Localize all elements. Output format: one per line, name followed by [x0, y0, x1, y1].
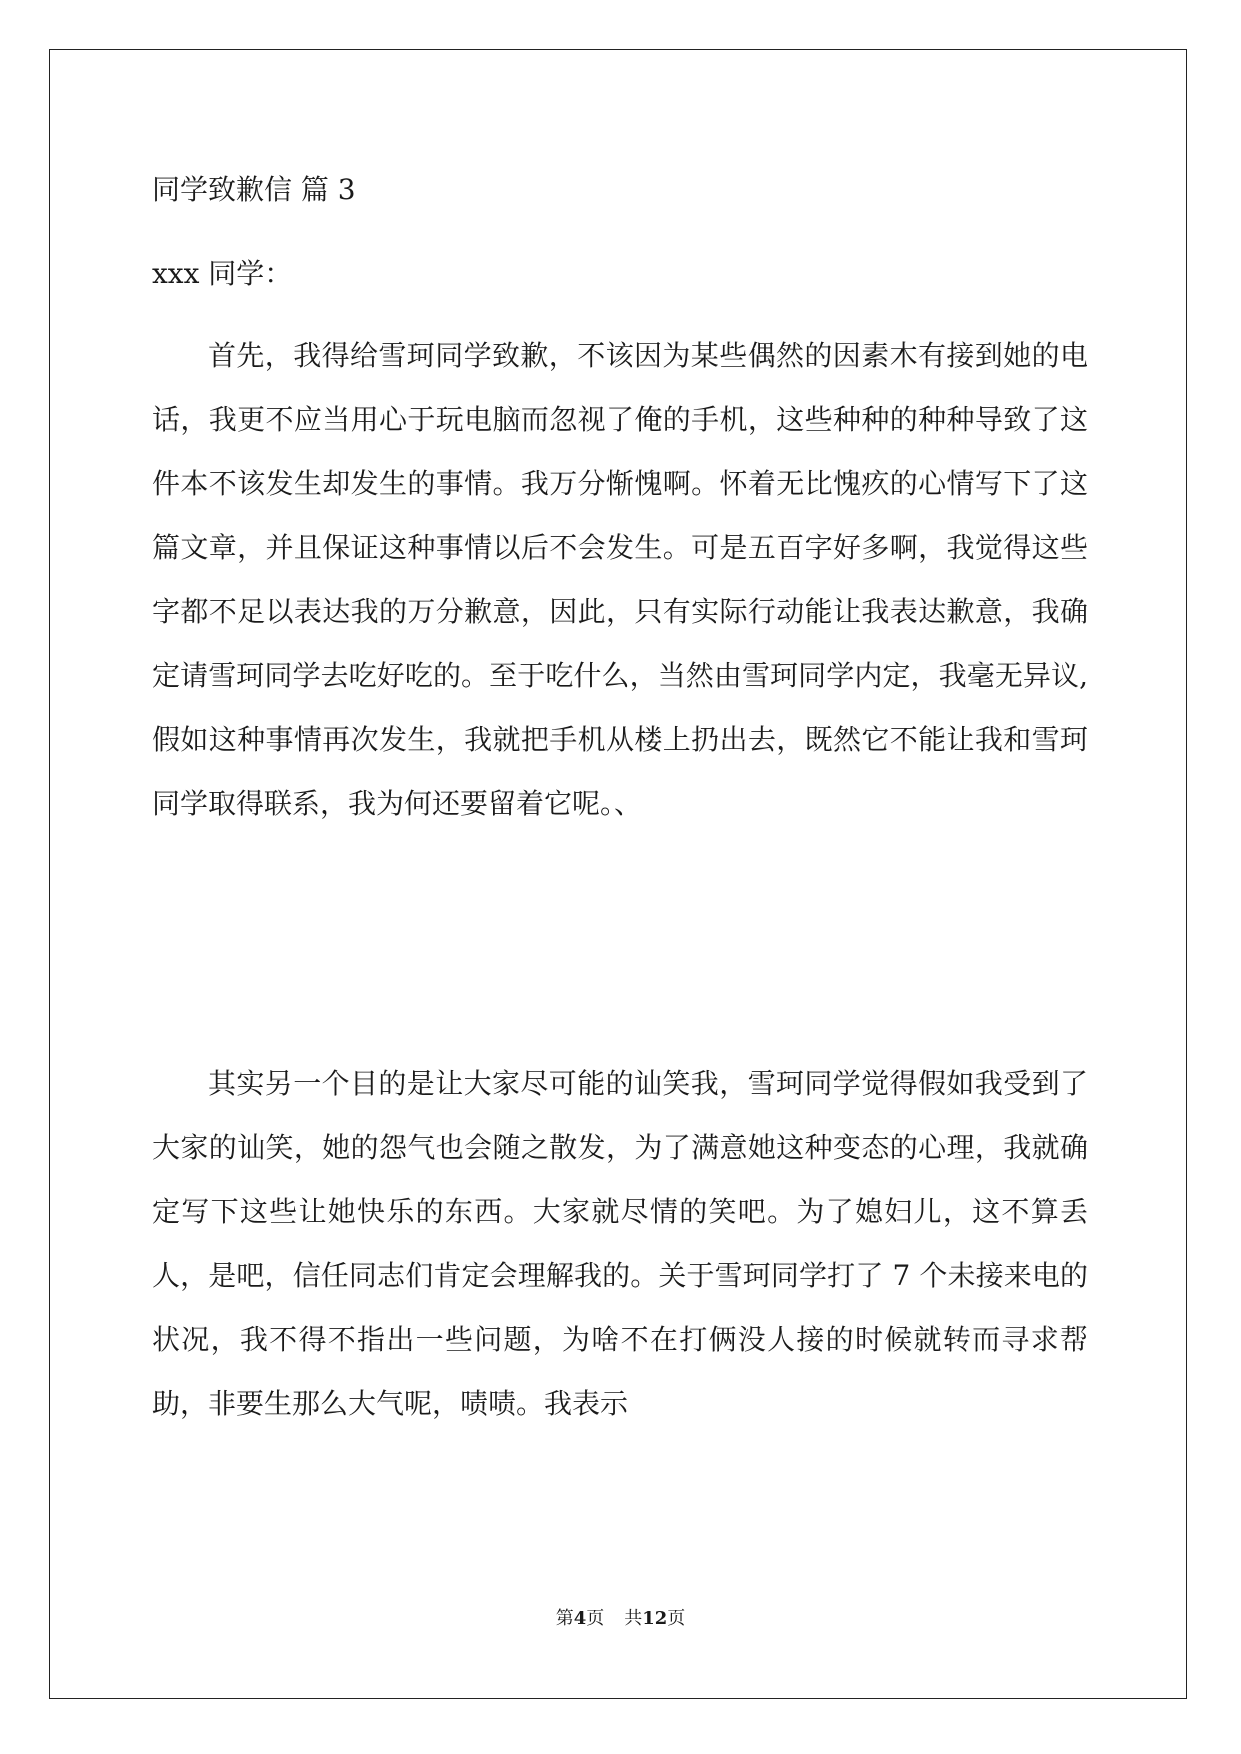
- paragraph-1: 首先，我得给雪珂同学致歉，不该因为某些偶然的因素木有接到她的电话，我更不应当用心于玩电脑而忽视了俺的手机，这些种种的种种导致了这件本不该发生却发生的事情。我万分惭愧啊。怀着无比愧疚的心情写下了这篇文章，并且保证这种事情以后不会发生。可是五百字好多啊，我觉得这些字都不足以表达我的万分歉意，因此，只有实际行动能让我表达歉意，我确定请雪珂同学去吃好吃的。至于吃什么，当然由雪珂同学内定，我毫无异议,假如这种事情再次发生，我就把手机从楼上扔出去，既然它不能让我和雪珂同学取得联系，我为何还要留着它呢。、: [152, 339, 1088, 820]
- page-unit: 页: [586, 1608, 605, 1629]
- document-title: 同学致歉信 篇 3: [152, 173, 356, 206]
- total-unit: 页: [667, 1608, 686, 1629]
- total-prefix: 共: [624, 1608, 643, 1629]
- paragraph-2: 其实另一个目的是让大家尽可能的讪笑我，雪珂同学觉得假如我受到了大家的讪笑，她的怨气也会随之散发，为了满意她这种变态的心理，我就确定写下这些让她快乐的东西。大家就尽情的笑吧。为了媳妇儿，这不算丢人，是吧，信任同志们肯定会理解我的。关于雪珂同学打了 7 个未接来电的状况，我不得不指出一些问题，为啥不在打俩没人接的时候就转而寻求帮助，非要生那么大气呢，啧啧。我表示: [152, 1067, 1088, 1420]
- salutation: xxx 同学：: [152, 257, 293, 290]
- page-border: [49, 49, 1187, 1699]
- page-total: 12: [642, 1608, 668, 1629]
- page-prefix: 第: [555, 1608, 574, 1629]
- page-footer: [0, 1604, 1241, 1630]
- page-current: 4: [573, 1608, 587, 1629]
